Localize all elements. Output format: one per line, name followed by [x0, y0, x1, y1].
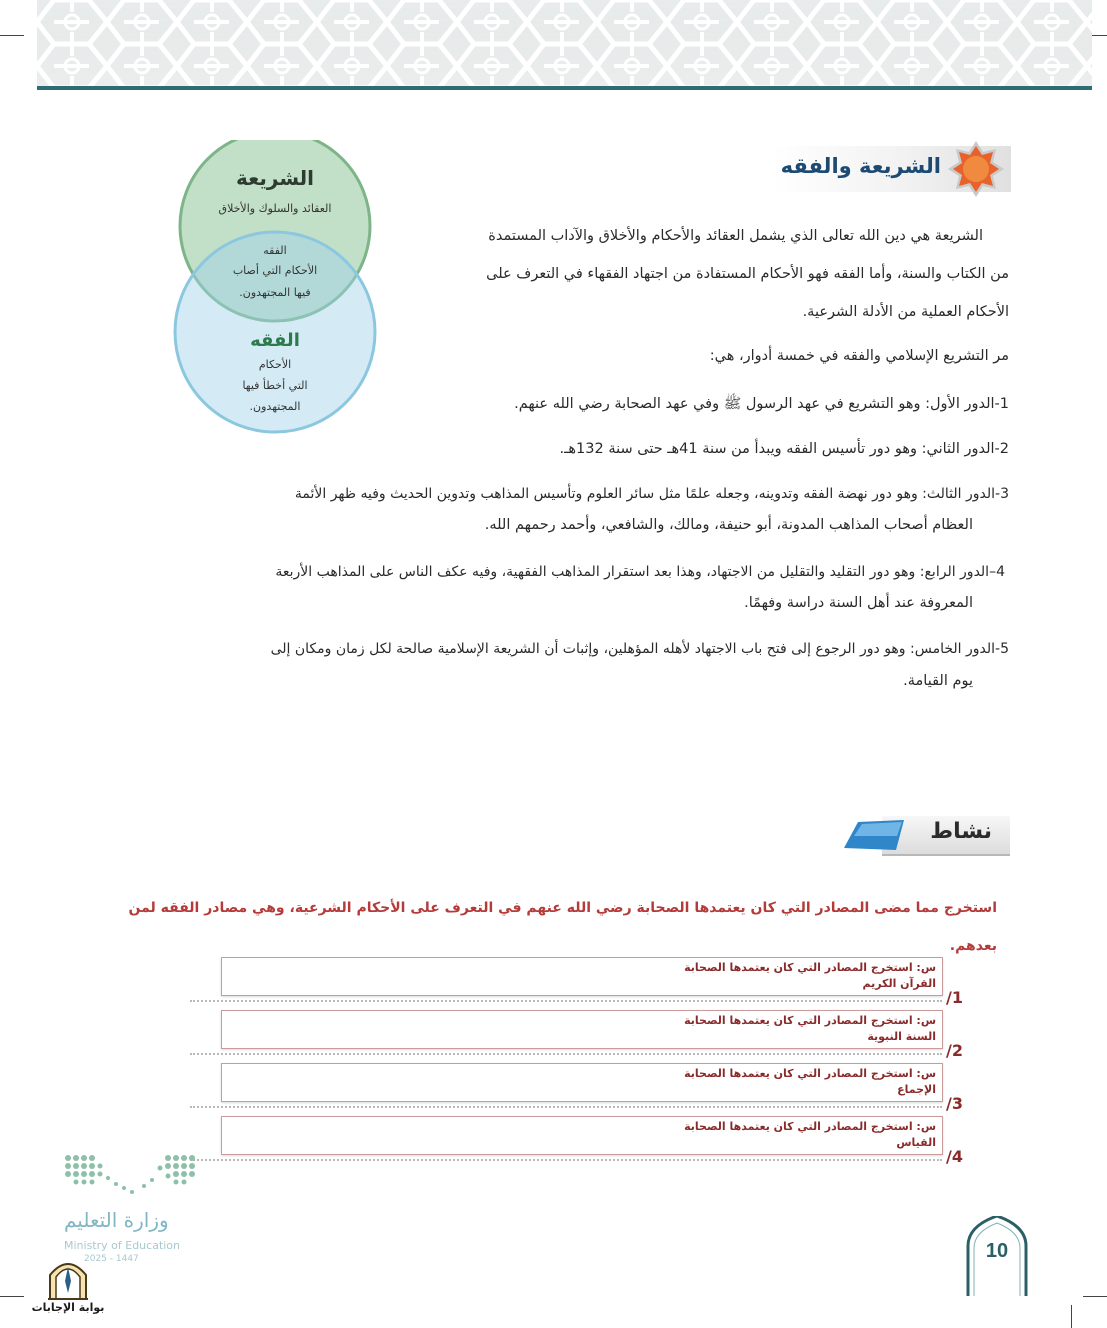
octagram-icon — [947, 140, 1005, 198]
venn-overlap-title: الفقه — [263, 244, 287, 257]
venn-top-subtitle: العقائد والسلوك والأخلاق — [218, 202, 332, 215]
stage-line: العظام أصحاب المذاهب المدونة، أبو حنيفة، ومالك، والشافعي، وأحمد رحمهم الله. — [484, 517, 973, 533]
portal-watermark — [28, 1255, 108, 1325]
answer-question: س: استخرج المصادر التي كان يعتمدها الصحابة — [684, 1014, 936, 1027]
venn-bottom-title: الفقه — [250, 330, 300, 351]
crop-mark — [1071, 1305, 1072, 1328]
crop-mark — [0, 35, 24, 36]
answer-question: س: استخرج المصادر التي كان يعتمدها الصحابة — [684, 1120, 936, 1133]
answer-line — [190, 1106, 942, 1108]
answer-question: س: استخرج المصادر التي كان يعتمدها الصحابة — [684, 1067, 936, 1080]
answer-box[interactable] — [221, 1063, 943, 1102]
banner-underline — [37, 86, 1092, 90]
definition-line: الشريعة هي دين الله تعالى الذي يشمل العقائد والأحكام والأخلاق والآداب المستمدة — [488, 228, 983, 244]
answer-text: القياس — [896, 1136, 936, 1149]
answer-box[interactable] — [221, 1010, 943, 1049]
page-number: 10 — [985, 1240, 1009, 1262]
answer-box[interactable] — [221, 1116, 943, 1155]
answer-text: القرآن الكريم — [862, 977, 936, 990]
venn-bottom-line: الأحكام — [258, 358, 292, 371]
answer-number: 1/ — [946, 988, 963, 1007]
activity-heading — [842, 814, 1010, 858]
answer-text: السنة النبوية — [867, 1030, 936, 1043]
venn-top-title: الشريعة — [235, 166, 315, 190]
page-number-badge — [966, 1216, 1028, 1296]
answer-number: 4/ — [946, 1147, 963, 1166]
activity-question: بعدهم. — [949, 938, 997, 954]
activity-arrow-icon — [844, 818, 904, 852]
answer-question: س: استخرج المصادر التي كان يعتمدها الصحابة — [684, 961, 936, 974]
activity-title: نشاط — [930, 819, 992, 844]
mosque-arch-icon — [28, 1255, 108, 1301]
answer-number: 3/ — [946, 1094, 963, 1113]
header-banner — [37, 0, 1092, 88]
answer-text: الإجماع — [897, 1083, 936, 1096]
ministry-dots-icon — [60, 1150, 205, 1206]
answer-line — [190, 1000, 942, 1002]
section-heading — [771, 140, 1011, 200]
crop-mark — [1083, 1296, 1107, 1297]
answer-number: 2/ — [946, 1041, 963, 1060]
answer-line — [190, 1053, 942, 1055]
venn-bottom-line: المجتهدون. — [249, 400, 301, 413]
stage-line: 4–الدور الرابع: وهو دور التقليد والتقليل من الاجتهاد، وهذا بعد استقرار المذاهب الفقهية، وفيه عكف الناس على المذاهب الأربعة — [275, 564, 1005, 580]
stage-line: يوم القيامة. — [903, 673, 973, 689]
stage-line: 2-الدور الثاني: وهو دور تأسيس الفقه ويبدأ من سنة 41هـ حتى سنة 132هـ. — [559, 441, 1009, 457]
activity-question: استخرج مما مضى المصادر التي كان يعتمدها الصحابة رضي الله عنهم في التعرف على الأحكام الشرعية، وهي مصادر الفقه لمن — [128, 900, 997, 916]
stages-intro: مر التشريع الإسلامي والفقه في خمسة أدوار، هي: — [709, 348, 1009, 364]
answer-box[interactable] — [221, 957, 943, 996]
section-title: الشريعة والفقه — [780, 154, 941, 178]
stage-line: 3-الدور الثالث: وهو دور نهضة الفقه وتدوينه، وجعله علمًا مثل سائر العلوم وتأسيس المذاهب وتدوين الحديث وفيه ظهر الأئمة — [294, 486, 1009, 502]
ministry-logo — [60, 1150, 205, 1270]
stage-line: 5-الدور الخامس: وهو دور الرجوع إلى فتح باب الاجتهاد لأهله المؤهلين، وإثبات أن الشريعة الإسلامية صالحة لكل زمان ومكان إلى — [270, 641, 1009, 657]
ministry-name-ar: وزارة التعليم — [64, 1208, 169, 1232]
geometric-pattern-icon — [37, 0, 1092, 88]
portal-label: بوابة الإجابات — [31, 1301, 105, 1314]
stage-line: 1-الدور الأول: وهو التشريع في عهد الرسول ﷺ وفي عهد الصحابة رضي الله عنهم. — [514, 396, 1009, 412]
venn-overlap-line: فيها المجتهدون. — [239, 286, 311, 299]
ministry-name-en: Ministry of Education — [64, 1239, 181, 1252]
ministry-years: 2025 - 1447 — [84, 1254, 139, 1264]
venn-bottom-line: التي أخطأ فيها — [242, 379, 308, 392]
crop-mark — [0, 1296, 24, 1297]
venn-diagram — [170, 140, 385, 440]
definition-line: الأحكام العملية من الأدلة الشرعية. — [802, 304, 1009, 320]
answer-line — [190, 1159, 942, 1161]
venn-overlap-line: الأحكام التي أصاب — [232, 264, 318, 277]
stage-line: المعروفة عند أهل السنة دراسة وفهمًا. — [744, 595, 973, 611]
definition-line: من الكتاب والسنة، وأما الفقه فهو الأحكام المستفادة من اجتهاد الفقهاء في التعرف على — [486, 266, 1009, 282]
